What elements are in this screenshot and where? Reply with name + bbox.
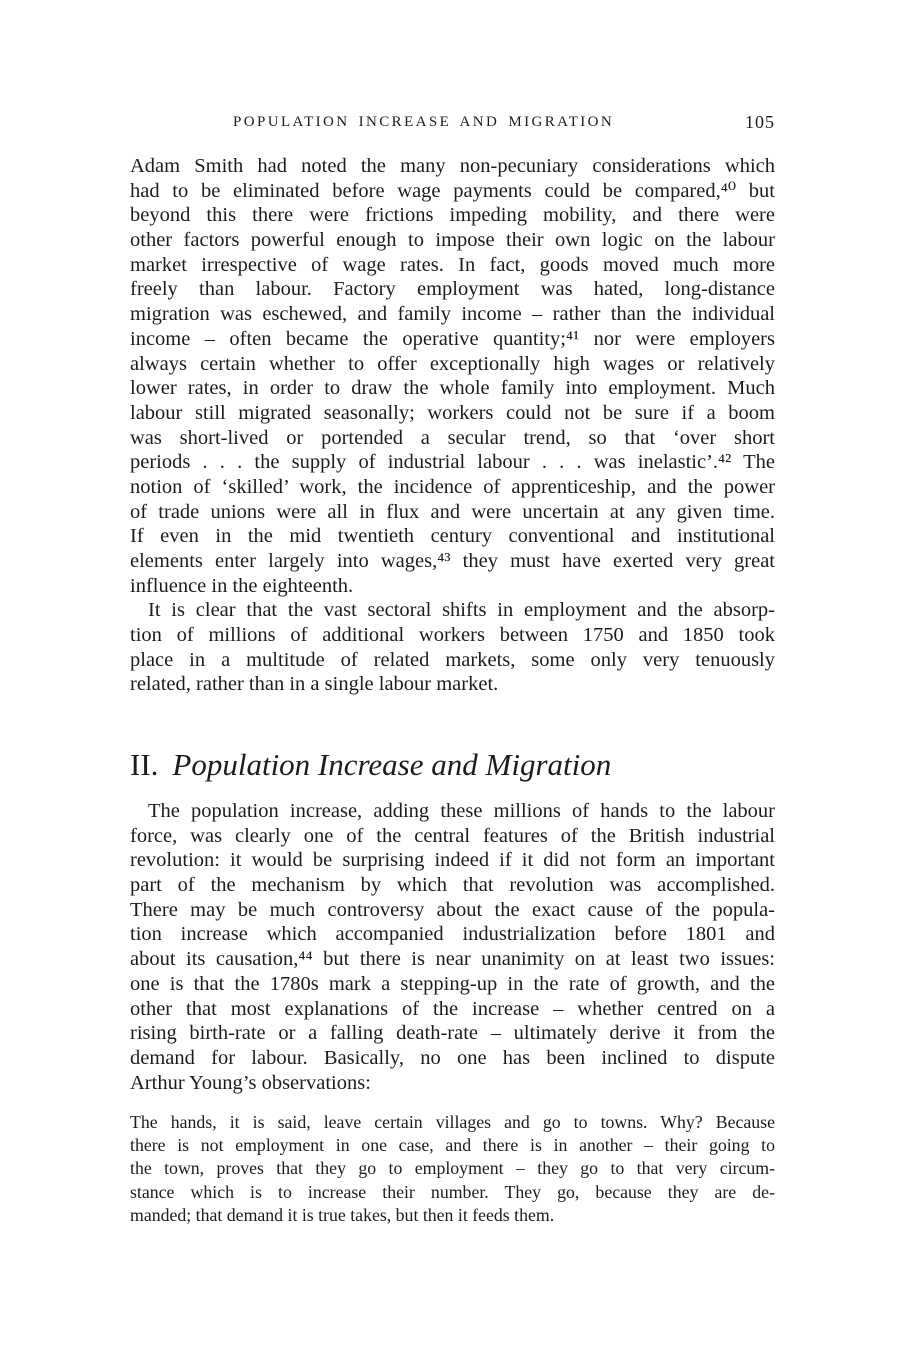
text-line: The population increase, adding these millions of hands to the labour — [148, 800, 775, 822]
section-heading — [130, 747, 775, 787]
paragraph-2 — [130, 598, 775, 697]
text-line: had to be eliminated before wage payments could be compared,⁴⁰ but — [130, 179, 775, 202]
text-line: migration was eschewed, and family income – rather than the individual — [130, 303, 775, 326]
text-line: freely than labour. Factory employment was hated, long-distance — [130, 278, 775, 301]
text-line: demand for labour. Basically, no one has been inclined to dispute — [130, 1046, 775, 1069]
text-line: force, was clearly one of the central features of the British industrial — [130, 824, 775, 847]
text-line: It is clear that the vast sectoral shifts in employment and the absorp- — [148, 599, 775, 622]
section-body-text — [130, 799, 775, 1095]
text-line: revolution: it would be surprising indeed if it did not form an important — [130, 849, 775, 872]
text-line: There may be much controversy about the exact cause of the popula- — [130, 898, 775, 921]
section-title: Population Increase and Migration — [172, 747, 612, 782]
text-line: always certain whether to offer exceptionally high wages or relatively — [130, 352, 775, 375]
text-line: was short-lived or portended a secular trend, so that ‘over short — [130, 426, 775, 449]
block-quote — [130, 1111, 775, 1227]
quote-line: stance which is to increase their number. They go, because they are de- — [130, 1181, 775, 1202]
text-line: periods . . . the supply of industrial labour . . . was inelastic’.⁴² The — [130, 451, 775, 474]
running-head-title: POPULATION INCREASE AND MIGRATION — [233, 114, 615, 130]
paragraph-3 — [130, 799, 775, 1095]
text-line: of trade unions were all in flux and were uncertain at any given time. — [130, 500, 775, 523]
text-line: elements enter largely into wages,⁴³ they must have exerted very great — [130, 550, 775, 572]
text-line: other that most explanations of the increase – whether centred on a — [130, 997, 775, 1020]
text-line: beyond this there were frictions impeding mobility, and there were — [130, 204, 775, 227]
page-number: 105 — [745, 112, 775, 132]
quote-line: manded; that demand it is true takes, but then it feeds them. — [130, 1204, 555, 1225]
quote-line: there is not employment in one case, and there is in another – their going to — [130, 1135, 775, 1156]
section-number: II. — [130, 747, 159, 782]
quote-line: The hands, it is said, leave certain villages and go to towns. Why? Because — [130, 1112, 775, 1132]
text-line: other factors powerful enough to impose their own logic on the labour — [130, 229, 775, 252]
text-line: rising birth-rate or a falling death-rate – ultimately derive it from the — [130, 1022, 775, 1045]
paragraph-1 — [130, 154, 775, 598]
text-line: labour still migrated seasonally; workers could not be sure if a boom — [130, 401, 775, 424]
body-text — [130, 154, 775, 697]
text-line: tion of millions of additional workers between 1750 and 1850 took — [130, 624, 775, 647]
text-line: place in a multitude of related markets, some only very tenuously — [130, 648, 775, 671]
quote-line: the town, proves that they go to employment – they go to that very circum- — [130, 1158, 775, 1179]
text-line: one is that the 1780s mark a stepping-up in the rate of growth, and the — [130, 972, 775, 995]
text-line: notion of ‘skilled’ work, the incidence of apprenticeship, and the power — [130, 475, 775, 498]
text-line: about its causation,⁴⁴ but there is near unanimity on at least two issues: — [130, 948, 775, 971]
text-line: market irrespective of wage rates. In fact, goods moved much more — [130, 253, 775, 276]
text-line: Arthur Young’s observations: — [130, 1071, 371, 1094]
text-line: If even in the mid twentieth century conventional and institutional — [130, 525, 775, 548]
text-line: Adam Smith had noted the many non-pecuniary considerations which — [130, 155, 775, 177]
text-line: income – often became the operative quantity;⁴¹ nor were employers — [130, 327, 775, 350]
running-head — [130, 114, 775, 138]
text-line: influence in the eighteenth. — [130, 574, 354, 597]
text-line: lower rates, in order to draw the whole family into employment. Much — [130, 377, 775, 400]
text-line: related, rather than in a single labour market. — [130, 673, 499, 696]
text-line: part of the mechanism by which that revolution was accomplished. — [130, 874, 775, 897]
text-line: tion increase which accompanied industrialization before 1801 and — [130, 923, 775, 946]
